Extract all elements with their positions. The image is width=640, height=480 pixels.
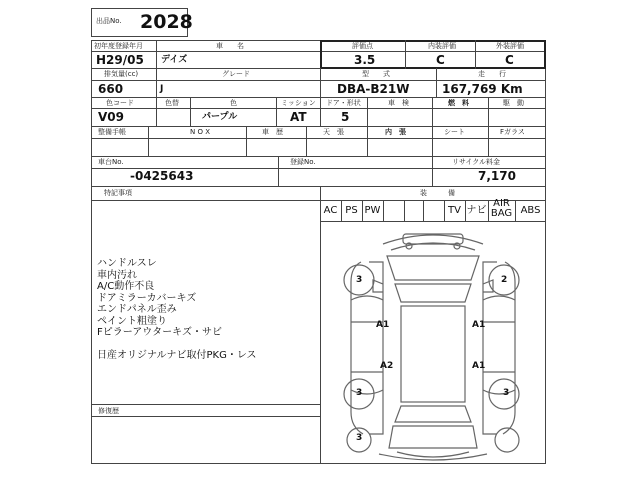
interior-trim-label: 内 張 — [385, 128, 406, 136]
notes-list — [97, 258, 317, 362]
service-book-label: 整備手帳 — [98, 128, 126, 136]
drive-label: 駆 動 — [503, 99, 524, 107]
vehicle-history-label: 車 歴 — [262, 128, 283, 136]
note-line — [97, 339, 317, 351]
registration-date-value: H29/05 — [96, 53, 144, 67]
notes-label: 特記事項 — [104, 189, 132, 197]
displacement-value: 660 — [98, 82, 124, 96]
interior-grade-value: C — [436, 53, 445, 67]
transmission-label: ミッション — [281, 99, 316, 107]
note-line: Fピラーアウターキズ・サビ — [97, 327, 222, 338]
doors-shape-value: 5 — [341, 110, 350, 124]
damage-circle-rear-right: 3 — [503, 388, 510, 398]
headliner-label: 天 張 — [323, 128, 344, 136]
equipment-navi: ナビ — [466, 205, 487, 216]
damage-mark-right-front-door: A1 — [472, 320, 486, 330]
displacement-label: 排気量(cc) — [104, 70, 139, 78]
damage-mark-left-rear-door: A2 — [380, 361, 394, 371]
color-code-value: V09 — [98, 110, 124, 124]
car-damage-diagram — [321, 222, 545, 463]
equipment-airbag: AIR BAG — [490, 198, 513, 219]
damage-circle-front-right: 2 — [501, 275, 508, 285]
equipment-pw: PW — [364, 205, 381, 216]
interior-grade-label: 内装評価 — [428, 42, 456, 50]
chassis-number-value: -0425643 — [130, 169, 194, 183]
note-line: ペイント粗塗り — [97, 315, 167, 327]
equipment-ps: PS — [345, 205, 358, 216]
car-name-label: 車 名 — [216, 42, 244, 50]
score-label: 評価点 — [352, 42, 373, 50]
car-name-value: デイズ — [161, 55, 188, 65]
fuel-label: 燃 料 — [448, 99, 469, 107]
recycle-fee-value: 7,170 — [478, 169, 516, 183]
damage-circle-rear-left: 3 — [356, 388, 363, 398]
note-line: ドアミラーカバーキズ — [97, 292, 197, 304]
exterior-grade-value: C — [505, 53, 514, 67]
equipment-abs: ABS — [520, 205, 541, 216]
exterior-grade-label: 外装評価 — [496, 42, 524, 50]
inspection-label: 車 検 — [388, 99, 409, 107]
model-code-label: 型 式 — [362, 70, 390, 78]
lot-number-label: 出品No. — [96, 17, 122, 25]
equipment-ac: AC — [323, 205, 338, 216]
equipment-label: 装 備 — [420, 189, 455, 197]
mileage-label: 走 行 — [478, 70, 506, 78]
recycle-fee-label: リサイクル料金 — [452, 158, 501, 166]
note-line: A/C動作不良 — [97, 281, 155, 292]
grade-value: J — [160, 84, 164, 94]
note-line: ハンドルスレ — [97, 258, 157, 269]
equipment-tv: TV — [448, 205, 461, 216]
transmission-value: AT — [290, 110, 307, 124]
damage-circle-front-left: 3 — [356, 275, 363, 285]
grade-label: グレード — [222, 70, 250, 78]
score-value: 3.5 — [354, 53, 376, 67]
seat-label: シート — [444, 128, 465, 136]
damage-circle-rear-bottom: 3 — [356, 433, 363, 443]
windshield-label: Fガラス — [500, 128, 525, 136]
note-line: エンドパネル歪み — [97, 304, 177, 315]
nox-label: N O X — [190, 128, 210, 136]
damage-mark-left-front-door: A1 — [376, 320, 390, 330]
repair-history-label: 修復歴 — [98, 407, 119, 415]
note-line: 車内汚れ — [97, 269, 137, 281]
color-change-label: 色替 — [165, 99, 179, 107]
color-value: パープル — [202, 112, 238, 122]
damage-mark-right-rear-door: A1 — [472, 361, 486, 371]
chassis-number-label: 車台No. — [98, 158, 124, 166]
registration-number-label: 登録No. — [290, 158, 316, 166]
color-code-label: 色コード — [106, 99, 134, 107]
mileage-value: 167,769 Km — [442, 82, 523, 96]
model-code-value: DBA-B21W — [337, 82, 410, 96]
doors-shape-label: ドア・形状 — [326, 99, 361, 107]
color-label: 色 — [230, 99, 237, 107]
registration-date-label: 初年度登録年月 — [94, 42, 143, 50]
lot-number-value: 2028 — [140, 11, 193, 33]
note-line: 日産オリジナルナビ取付PKG・レス — [97, 350, 257, 361]
